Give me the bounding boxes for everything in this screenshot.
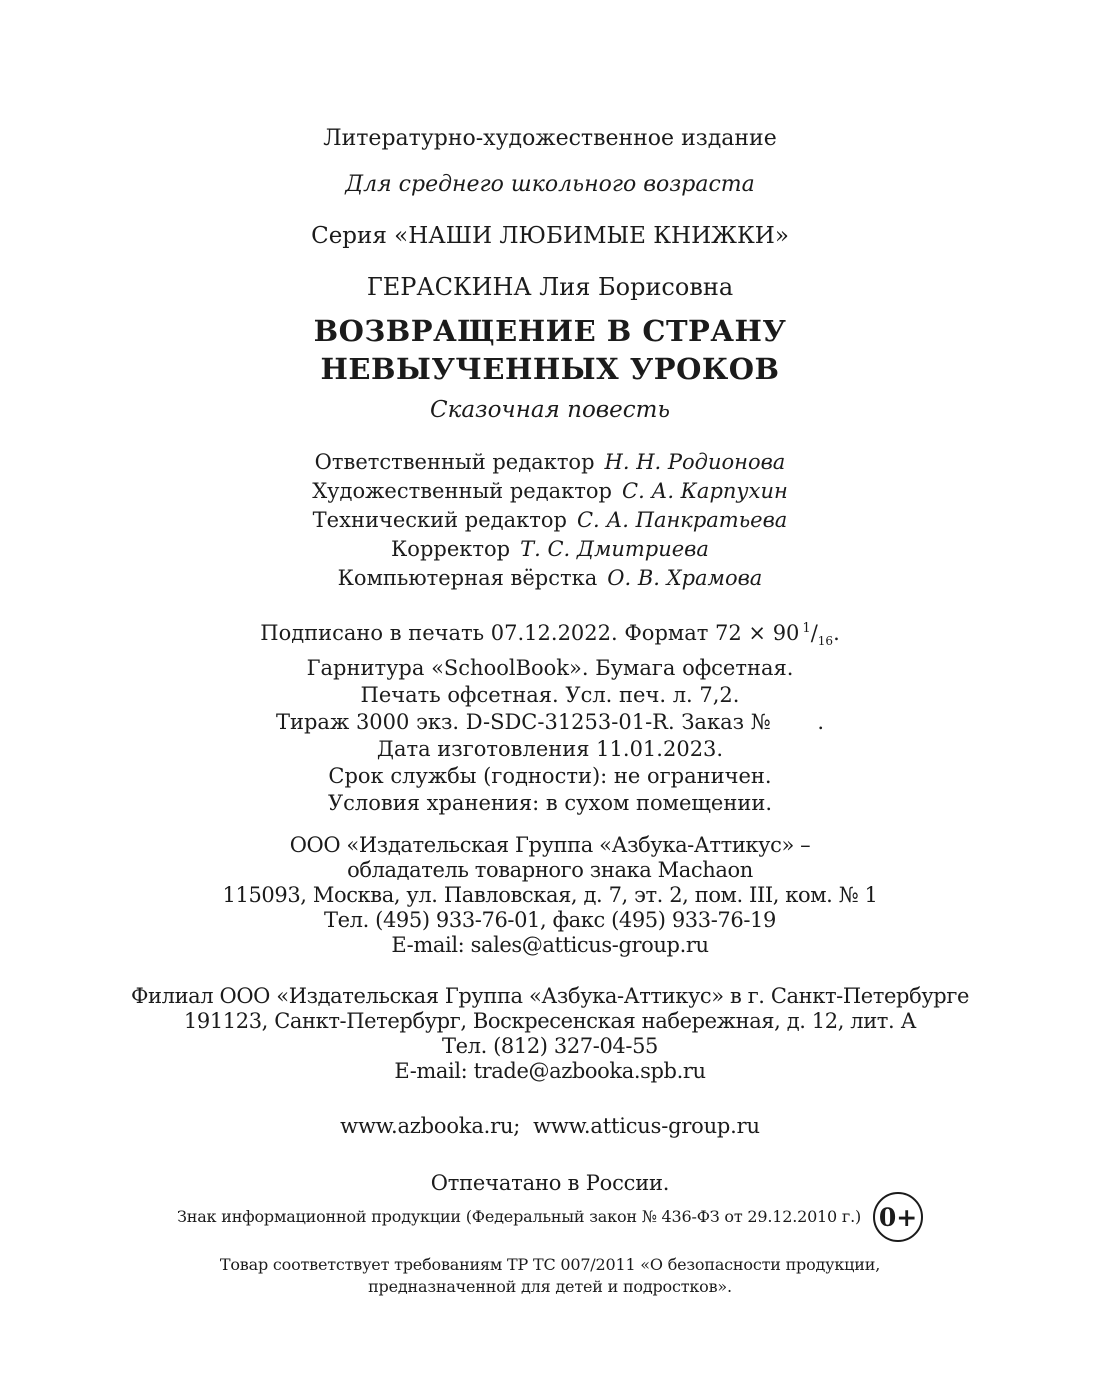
staff-row (0, 535, 1100, 564)
publisher-line: ООО «Издательская Группа «Азбука-Аттикус» – (289, 833, 811, 858)
format-fraction-slash: / (810, 621, 818, 645)
printing-format-line (0, 615, 1100, 655)
staff-row (0, 477, 1100, 506)
printing-block (0, 615, 1100, 817)
printing-line: Тираж 3000 экз. D-SDC-31253-01-R. Заказ № . (275, 710, 824, 735)
format-fraction-numerator: 1 (802, 621, 811, 636)
branch-line: Филиал ООО «Издательская Группа «Азбука-Аттикус» в г. Санкт-Петербурге (131, 984, 969, 1009)
compliance-line: Товар соответствует требованиям ТР ТС 007/2011 «О безопасности продукции, (219, 1255, 881, 1274)
publisher-address: 115093, Москва, ул. Павловская, д. 7, эт. 2, пом. III, ком. № 1 (222, 883, 878, 908)
info-sign-text: Знак информационной продукции (Федеральный закон № 436-ФЗ от 29.12.2010 г.) (176, 1207, 862, 1226)
printed-in-line: Отпечатано в России. (430, 1171, 670, 1196)
compliance-block (0, 1254, 1100, 1298)
staff-row (0, 564, 1100, 593)
staff-person: О. В. Храмова (607, 566, 763, 590)
branch-email: E-mail: trade@azbooka.spb.ru (394, 1059, 706, 1084)
staff-row (0, 506, 1100, 535)
printing-line: Условия хранения: в сухом помещении. (327, 791, 772, 816)
websites-line: www.azbooka.ru; www.atticus-group.ru (340, 1114, 760, 1139)
staff-block (0, 448, 1100, 593)
book-subtitle: Сказочная повесть (429, 397, 671, 423)
author-name: ГЕРАСКИНА Лия Борисовна (366, 273, 734, 301)
branch-address: 191123, Санкт-Петербург, Воскресенская набережная, д. 12, лит. А (183, 1009, 917, 1034)
staff-role: Технический редактор (312, 508, 567, 532)
staff-person: С. А. Карпухин (622, 479, 788, 503)
info-sign-row (177, 1192, 923, 1242)
staff-role: Корректор (391, 537, 511, 561)
staff-row (0, 448, 1100, 477)
book-title-line2: НЕВЫУЧЕННЫХ УРОКОВ (320, 352, 780, 386)
staff-role: Компьютерная вёрстка (337, 566, 598, 590)
branch-phone: Тел. (812) 327-04-55 (442, 1034, 658, 1059)
publisher-block (0, 833, 1100, 958)
footer-block (0, 1192, 1100, 1298)
staff-person: Т. С. Дмитриева (520, 537, 709, 561)
printing-line: Печать офсетная. Усл. печ. л. 7,2. (360, 683, 740, 708)
printing-line: Срок службы (годности): не ограничен. (328, 764, 772, 789)
staff-person: С. А. Панкратьева (576, 508, 788, 532)
publisher-email: E-mail: sales@atticus-group.ru (391, 933, 709, 958)
book-title-line1: ВОЗВРАЩЕНИЕ В СТРАНУ (313, 314, 787, 348)
book-title (0, 312, 1100, 388)
audience-note: Для среднего школьного возраста (345, 172, 755, 197)
publisher-line: обладатель товарного знака Machaon (347, 858, 753, 883)
compliance-line: предназначенной для детей и подростков». (368, 1277, 732, 1296)
branch-block (0, 984, 1100, 1084)
staff-role: Ответственный редактор (314, 450, 595, 474)
format-prefix: Подписано в печать 07.12.2022. Формат 72 × 90 (260, 621, 800, 645)
printing-line: Гарнитура «SchoolBook». Бумага офсетная. (306, 656, 794, 681)
printing-line: Дата изготовления 11.01.2023. (376, 737, 724, 762)
series-line: Серия «НАШИ ЛЮБИМЫЕ КНИЖКИ» (311, 223, 789, 249)
format-fraction-denominator: 16 (817, 634, 834, 649)
staff-person: Н. Н. Родионова (604, 450, 786, 474)
format-suffix: . (833, 621, 840, 645)
edition-note: Литературно-художественное издание (323, 126, 777, 151)
publisher-phone: Тел. (495) 933-76-01, факс (495) 933-76-19 (324, 908, 776, 933)
age-rating-badge: 0+ (873, 1192, 923, 1242)
staff-role: Художественный редактор (312, 479, 612, 503)
